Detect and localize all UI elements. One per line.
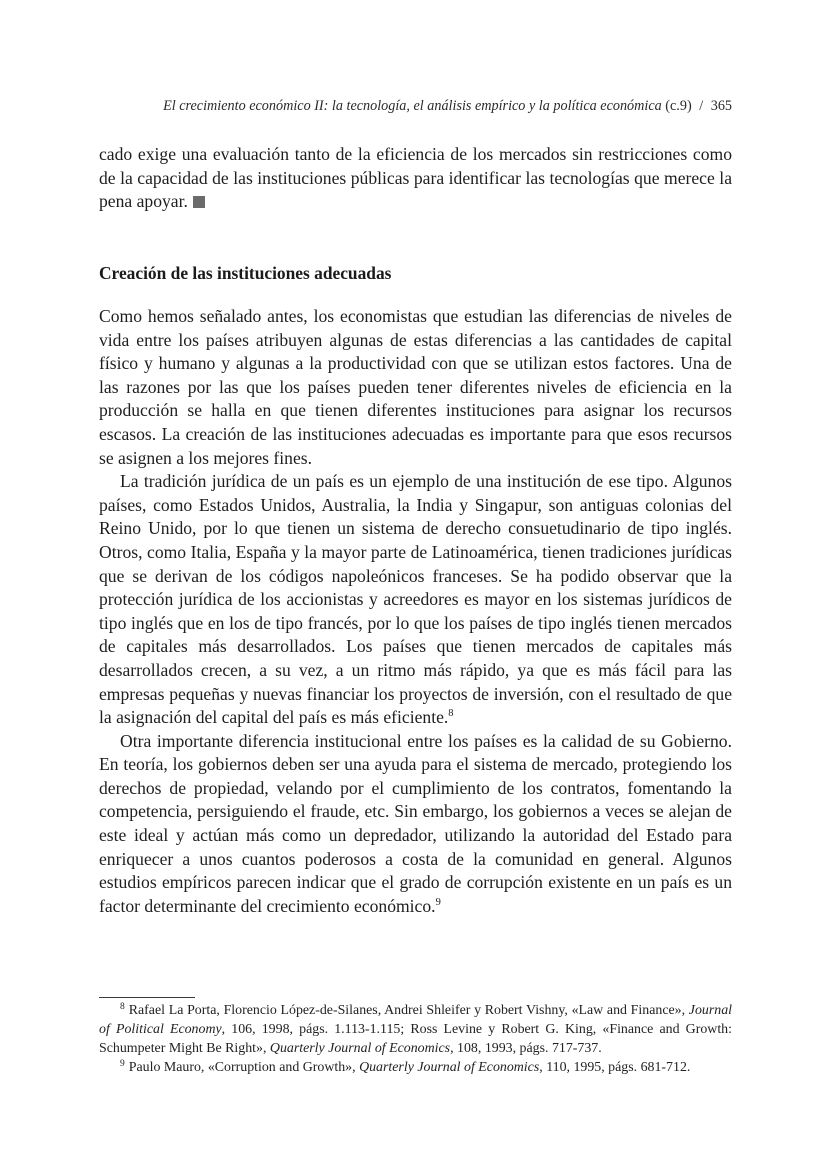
- footnote-ref-8[interactable]: 8: [448, 708, 454, 720]
- intro-paragraph-block: [99, 143, 732, 214]
- journal-title: Quarterly Journal of Economics: [269, 1041, 451, 1056]
- footnote-number: 9: [120, 1059, 125, 1069]
- body-paragraph-text: Como hemos señalado antes, los economistas que estudian las diferencias de niveles de vida entre los países atribuyen algunas de estas diferencias a las cantidades de capital físico y humano y algunas a la productividad con que se utilizan estos factores. Una de las razones por las que los países pueden tener diferentes niveles de eficiencia en la producción se halla en que tienen diferentes instituciones para asignar los recursos escasos. La creación de las instituciones adecuadas es importante para que esos recursos se asignen a los mejores fines.: [99, 306, 732, 468]
- end-of-section-square-icon: [193, 196, 205, 208]
- page-number: 365: [710, 98, 732, 114]
- intro-paragraph-text: cado exige una evaluación tanto de la eficiencia de los mercados sin restricciones como de la capacidad de las instituciones públicas para identificar las tecnologías que merece la pena apoyar.: [99, 144, 732, 212]
- body-paragraph-text: Otra importante diferencia institucional entre los países es la calidad de su Gobierno. En teoría, los gobiernos deben ser una ayuda para el sistema de mercado, protegiendo los derechos de propiedad, velando por el cumplimiento de los contratos, fomentando la competencia, persiguiendo el fraude, etc. Sin embargo, los gobiernos a veces se alejan de este ideal y actúan más como un depredador, utilizando la autoridad del Estado para enriquecer a unos cuantos poderosos a costa de la comunidad en general. Algunos estudios empíricos parecen indicar que el grado de corrupción existente en un país es un factor determinante del crecimiento económico.: [99, 730, 732, 916]
- body-paragraph: [99, 470, 732, 730]
- footnote-divider: [99, 997, 195, 998]
- footnote-text: Rafael La Porta, Florencio López-de-Silanes, Andrei Shleifer y Robert Vishny, «Law and Finance»,: [128, 1003, 689, 1018]
- footnote-ref-9[interactable]: 9: [435, 896, 441, 908]
- footnote-number: 8: [120, 1002, 125, 1012]
- body-paragraph-text: La tradición jurídica de un país es un ejemplo de una institución de ese tipo. Algunos países, como Estados Unidos, Australia, la India y Singapur, son antiguas colonias del Reino Unido, por lo que tienen un sistema de derecho consuetudinario de tipo inglés. Otros, como Italia, España y la mayor parte de Latinoamérica, tienen tradiciones jurídicas que se derivan de los códigos napoleónicos franceses. Se ha podido observar que la protección jurídica de los accionistas y acreedores es mayor en los sistemas jurídicos de tipo inglés que en los de tipo francés, por lo que los países de tipo inglés tienen mercados de capitales más desarrollados. Los países que tienen mercados de capitales más desarrollados crecen, a su vez, a un ritmo más rápido, ya que es más fácil para las empresas pequeñas y nuevas financiar los proyectos de inversión, con el resultado de que la asignación del capital del país es más eficiente.: [99, 471, 732, 728]
- journal-title: Quarterly Journal of Economics: [359, 1060, 540, 1075]
- section-title: Creación de las instituciones adecuadas: [99, 263, 392, 283]
- footnote-text: Paulo Mauro, «Corruption and Growth»,: [128, 1060, 360, 1075]
- intro-paragraph: [99, 143, 732, 214]
- footnote-9: [99, 1058, 732, 1077]
- header-separator: /: [699, 98, 704, 114]
- footnote-8: [99, 1001, 732, 1058]
- header-chapter: (c.9): [665, 98, 692, 114]
- journal-title: Journal of Political Economy: [99, 1003, 732, 1037]
- footnote-text: , 106, 1998, págs. 1.113-1.115; Ross Levine y Robert G. King, «Finance and Growth: Schumpeter Might Be Right»,: [99, 1022, 732, 1056]
- body-paragraph: [99, 305, 732, 470]
- footnote-text: , 108, 1993, págs. 717-737.: [450, 1041, 602, 1056]
- section-body: [99, 305, 732, 918]
- running-header: [100, 97, 732, 115]
- body-paragraph: [99, 730, 732, 919]
- footnote-text: , 110, 1995, págs. 681-712.: [539, 1060, 691, 1075]
- footnotes: [99, 1001, 732, 1077]
- header-title: El crecimiento económico II: la tecnología, el análisis empírico y la política económica: [163, 98, 662, 114]
